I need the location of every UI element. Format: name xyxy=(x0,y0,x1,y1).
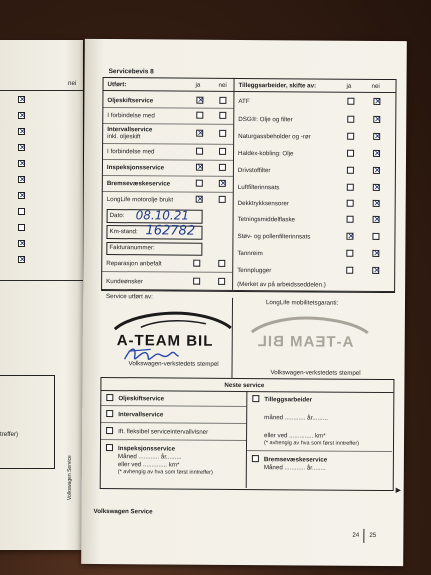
tennplugger-label: Tennplugger xyxy=(237,266,272,275)
neste-fleksibel-label: Ift. fleksibel serviceintervallvisner xyxy=(118,428,209,436)
left-page-checkbox xyxy=(18,96,25,103)
longlife-olje-label: LongLife motorolje brukt xyxy=(106,196,174,204)
stamp-text: A-TEAM BIL xyxy=(116,332,214,350)
atf-ja-checkbox[interactable] xyxy=(347,98,354,105)
nei-header-right: nei xyxy=(371,82,380,90)
atf-label: ATF xyxy=(238,97,250,106)
inspeksjon-label: Inspeksjonsservice xyxy=(106,164,165,172)
intervall-ja-checkbox[interactable] xyxy=(196,130,203,137)
tannreim-nei-checkbox[interactable] xyxy=(372,250,379,257)
kunde-ja-checkbox[interactable] xyxy=(193,278,200,285)
nei-header: nei xyxy=(218,81,227,89)
tennplugger-nei-checkbox[interactable] xyxy=(372,267,379,274)
intervall-nei-checkbox[interactable] xyxy=(219,130,226,137)
tetning-ja-checkbox[interactable] xyxy=(347,216,354,223)
left-page-checkbox xyxy=(18,208,25,215)
utfort-av-label: Service utført av: xyxy=(106,293,153,301)
reparasjon-ja-checkbox[interactable] xyxy=(193,260,200,267)
left-page-nei-header: nei xyxy=(68,80,77,87)
left-page-checkbox xyxy=(18,112,25,119)
page-heading: Servicebevis 8 xyxy=(108,68,154,76)
neste-tillegg-line1: måned ............ år......... xyxy=(264,414,328,422)
neste-bremse-line1: Måned ............ år........ xyxy=(263,464,326,472)
dekktrykk-nei-checkbox[interactable] xyxy=(373,200,380,207)
left-page-fragment: treffer) xyxy=(0,431,19,438)
forbindelse-label: I forbindelse med xyxy=(107,112,155,120)
inspeksjon-nei-checkbox[interactable] xyxy=(219,164,226,171)
stamp-car-logo xyxy=(111,307,236,334)
atf-nei-checkbox[interactable] xyxy=(373,98,380,105)
pollenfilter-ja-checkbox[interactable] xyxy=(346,233,353,240)
drivstoff-ja-checkbox[interactable] xyxy=(347,167,354,174)
dato-value: 08.10.21 xyxy=(135,208,190,223)
oljeskift-ja-checkbox[interactable] xyxy=(196,97,203,104)
stamp-caption-left: Volkswagen-verkstedets stempel xyxy=(128,360,219,368)
haldex-label: Haldex-kobling: Olje xyxy=(238,149,294,158)
tetning-label: Tetningsmiddelflaske xyxy=(237,215,296,224)
neste-tillegg-checkbox[interactable] xyxy=(252,395,259,402)
neste-fleksibel-checkbox[interactable] xyxy=(106,427,113,434)
left-page-checkbox xyxy=(18,176,25,183)
left-page-checkbox xyxy=(18,128,25,135)
right-page xyxy=(81,39,407,566)
reparasjon-nei-checkbox[interactable] xyxy=(218,260,225,267)
forbindelse-ja-checkbox[interactable] xyxy=(196,112,203,119)
reparasjon-label: Reparasjon anbefalt xyxy=(106,260,162,268)
left-page xyxy=(0,40,83,550)
neste-tillegg-line2: eller ved .............. km* xyxy=(264,432,326,440)
stamp-caption-right: Volkswagen-verkstedets stempel xyxy=(270,369,361,377)
faktura-label: Fakturanummer: xyxy=(109,244,155,252)
left-page-box xyxy=(0,375,55,469)
neste-inspeksjon-checkbox[interactable] xyxy=(106,444,113,451)
page-number-right: 25 xyxy=(369,531,377,539)
longlife-olje-nei-checkbox[interactable] xyxy=(219,196,226,203)
left-page-checkbox xyxy=(18,240,25,247)
neste-bremse-label: Bremsevæskeservice xyxy=(263,456,328,464)
kunde-label: Kundeønsker xyxy=(106,278,143,286)
tetning-nei-checkbox[interactable] xyxy=(373,216,380,223)
ja-header-right: ja xyxy=(346,82,352,90)
inspeksjon-ja-checkbox[interactable] xyxy=(196,164,203,171)
neste-inspeksjon-line3: (* avhengig av hva som først inntreffer) xyxy=(117,469,213,476)
neste-tillegg-line3: (* avhengig av hva som først inntreffer) xyxy=(263,440,360,447)
neste-bremse-checkbox[interactable] xyxy=(252,455,259,462)
naturgass-ja-checkbox[interactable] xyxy=(347,133,354,140)
neste-intervall-label: Intervallservice xyxy=(118,411,164,419)
utfort-header: Utført: xyxy=(107,81,127,89)
neste-oljeskift-label: Oljeskiftservice xyxy=(118,395,165,403)
neste-tillegg-label: Tilleggsarbeider xyxy=(264,396,313,404)
neste-service-title: Neste service xyxy=(224,381,265,390)
haldex-ja-checkbox[interactable] xyxy=(347,150,354,157)
naturgass-label: Naturgassbeholder og -rør xyxy=(238,132,311,141)
forbindelse-nei-checkbox[interactable] xyxy=(219,112,226,119)
bremse-ja-checkbox[interactable] xyxy=(196,180,203,187)
drivstoff-label: Drivstoffilter xyxy=(237,166,271,175)
oljeskift-nei-checkbox[interactable] xyxy=(219,97,226,104)
km-value: 162782 xyxy=(145,223,196,239)
naturgass-nei-checkbox[interactable] xyxy=(373,133,380,140)
neste-intervall-checkbox[interactable] xyxy=(106,410,113,417)
left-page-sidetext: Volkswagen Service xyxy=(67,455,73,500)
dsg-ja-checkbox[interactable] xyxy=(347,116,354,123)
bremse-nei-checkbox[interactable] xyxy=(219,180,226,187)
haldex-nei-checkbox[interactable] xyxy=(373,150,380,157)
longlife-garanti-label: LongLife mobilitetsgaranti: xyxy=(265,299,339,307)
neste-inspeksjon-line1: Måned ............ år......... xyxy=(117,453,182,461)
neste-oljeskift-checkbox[interactable] xyxy=(106,394,113,401)
dekktrykk-ja-checkbox[interactable] xyxy=(347,200,354,207)
stamp-text-faded: A-TEAM BIL xyxy=(256,333,354,351)
oljeskift-label: Oljeskiftservice xyxy=(107,97,154,105)
pollenfilter-label: Støv- og pollenfilterinnsats xyxy=(237,232,311,241)
luftfilter-ja-checkbox[interactable] xyxy=(347,184,354,191)
forbindelse-2-nei-checkbox[interactable] xyxy=(219,148,226,155)
page-arrow-icon: ▶ xyxy=(395,487,402,495)
pollenfilter-nei-checkbox[interactable] xyxy=(372,233,379,240)
dato-label: Dato: xyxy=(109,212,125,220)
dsg-nei-checkbox[interactable] xyxy=(373,116,380,123)
intervall-sublabel: inkl. oljeskift xyxy=(107,133,141,141)
bremse-label: Bremsevæskeservice xyxy=(106,180,171,188)
merket-note: (Merket av på arbeidsseddelen.) xyxy=(237,280,326,289)
intervall-label: Intervallservice xyxy=(107,126,153,134)
forbindelse-2-label: I forbindelse med xyxy=(107,148,155,156)
tannreim-ja-checkbox[interactable] xyxy=(346,250,353,257)
left-page-checkbox xyxy=(18,256,25,263)
footer-brand: Volkswagen Service xyxy=(93,507,153,516)
tennplugger-ja-checkbox[interactable] xyxy=(346,267,353,274)
drivstoff-nei-checkbox[interactable] xyxy=(373,167,380,174)
tillegg-header: Tilleggsarbeider, skifte av: xyxy=(238,81,317,90)
kunde-nei-checkbox[interactable] xyxy=(218,278,225,285)
km-label: Km-stand: xyxy=(109,228,138,236)
ja-header: ja xyxy=(195,81,201,89)
left-page-checkbox xyxy=(18,160,25,167)
tannreim-label: Tannreim xyxy=(237,249,263,258)
luftfilter-label: Luftfilterinnsats xyxy=(237,183,280,192)
luftfilter-nei-checkbox[interactable] xyxy=(373,184,380,191)
neste-inspeksjon-line2: eller ved .............. km* xyxy=(117,461,180,469)
page-number-left: 24 xyxy=(352,531,360,539)
left-page-checkbox xyxy=(18,224,25,231)
dekktrykk-label: Dekktrykksensorer xyxy=(237,199,289,208)
dsg-label: DSG®: Olje og filter xyxy=(238,115,293,124)
longlife-olje-ja-checkbox[interactable] xyxy=(196,196,203,203)
neste-inspeksjon-label: Inspeksjonsservice xyxy=(117,445,176,453)
forbindelse-2-ja-checkbox[interactable] xyxy=(196,148,203,155)
left-page-checkbox xyxy=(18,144,25,151)
left-page-checkbox xyxy=(18,192,25,199)
